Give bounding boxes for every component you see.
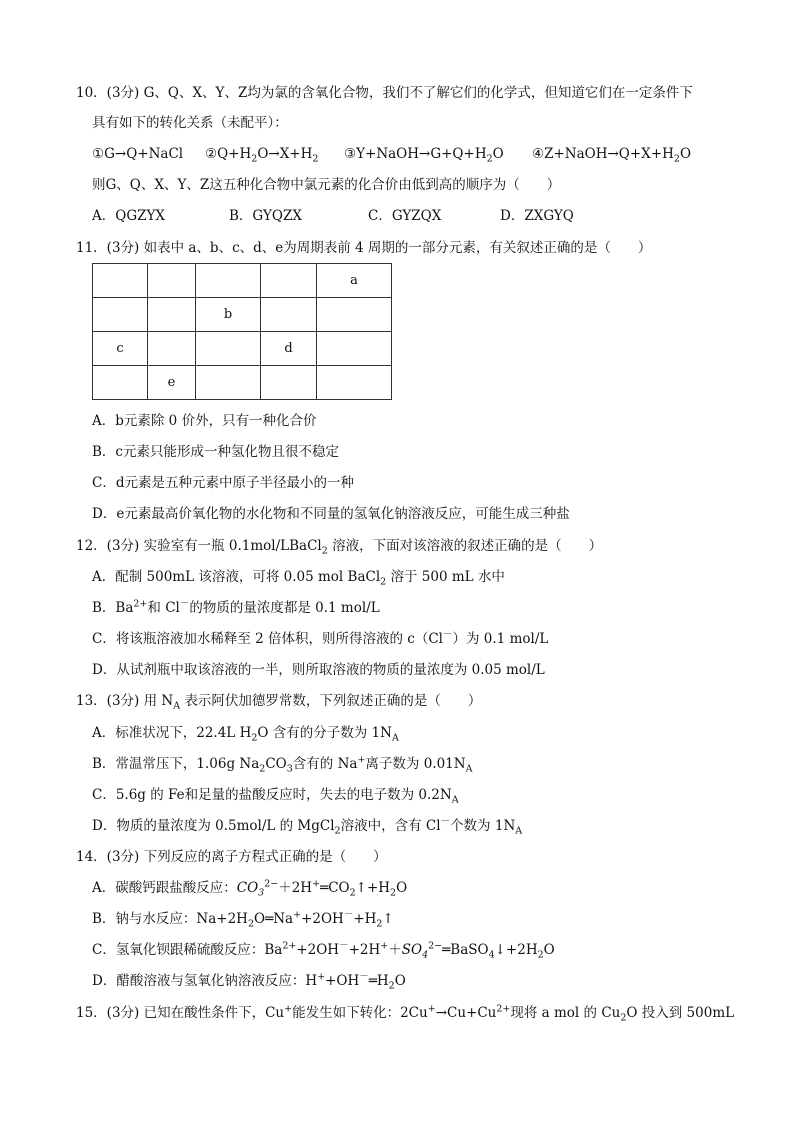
q10-stem-line1: 10．(3分) G、Q、X、Y、Z均为氯的含氧化合物，我们不了解它们的化学式，但知道它们在一定条件下 xyxy=(76,85,693,101)
table-cell xyxy=(261,366,317,400)
q12-option-c: C．将该瓶溶液加水稀释至 2 倍体积，则所得溶液的 c（Cl－）为 0.1 mol/L xyxy=(92,629,549,647)
q13-stem: 13．(3分) 用 $N_A$ 表示阿伏加德罗常数，下列叙述正确的是（ ） xyxy=(76,693,482,712)
q13-option-c: C．5.6g 的 Fe和足量的盐酸反应时，失去的电子数为 $0.2N_A$ xyxy=(92,787,459,806)
table-cell xyxy=(148,332,196,366)
q11-stem: 11．(3分) 如表中 a、b、c、d、e为周期表前 4 周期的一部分元素，有关叙述正确的是（ ） xyxy=(76,240,652,256)
table-cell xyxy=(93,264,148,298)
table-cell xyxy=(261,298,317,332)
q14-stem: 14．(3分) 下列反应的离子方程式正确的是（ ） xyxy=(76,849,387,865)
q11-option-a: A．b元素除 0 价外，只有一种化合价 xyxy=(92,413,317,429)
q13-option-b: B．常温常压下，1.06g $Na_2CO_3$含有的 Na+离子数为 $0.01N_A$ xyxy=(92,754,473,775)
table-row xyxy=(93,298,392,332)
table-row xyxy=(93,264,392,298)
table-cell xyxy=(317,366,392,400)
q10-option-c: C．GYZQX xyxy=(368,208,442,224)
q10-option-b: B．GYQZX xyxy=(229,208,302,224)
q12-option-d: D．从试剂瓶中取该溶液的一半，则所取溶液的物质的量浓度为 0.05 mol/L xyxy=(92,662,545,678)
table-cell-e: e xyxy=(148,366,196,400)
table-row xyxy=(93,332,392,366)
table-cell xyxy=(148,298,196,332)
q10-reaction-4: $④Z+NaOH\to Q+X+H_2O$ xyxy=(532,146,692,165)
table-cell xyxy=(261,264,317,298)
q12-stem: 12．(3分) 实验室有一瓶 0.1mol/LBaCl$_2$ 溶液，下面对该溶液的叙述正确的是（ ） xyxy=(76,538,603,557)
q15-stem: 15．(3分) 已知在酸性条件下，Cu+能发生如下转化：$2Cu^+\to Cu+Cu^{2+}$现将 a mol 的 $Cu_2O$ 投入到 500mL xyxy=(76,1003,735,1024)
q11-option-d: D．e元素最高价氧化物的水化物和不同量的氢氧化钠溶液反应，可能生成三种盐 xyxy=(92,506,570,522)
q11-option-c: C．d元素是五种元素中原子半径最小的一种 xyxy=(92,475,354,491)
table-cell-d: d xyxy=(261,332,317,366)
q10-reaction-1: ①G→Q+NaCl xyxy=(92,146,184,162)
table-cell-c: c xyxy=(93,332,148,366)
q10-reaction-2: $②Q+H_2O\to X+H_2$ xyxy=(205,146,319,165)
q13-option-d: D．物质的量浓度为 0.5mol/L 的 MgCl$_2$溶液中，含有 Cl－个数为 $1N_A$ xyxy=(92,816,523,837)
table-cell xyxy=(196,264,261,298)
table-cell xyxy=(196,366,261,400)
q10-option-a: A．QGZYX xyxy=(92,208,166,224)
table-cell xyxy=(317,332,392,366)
q14-option-c: C．氢氧化钡跟稀硫酸反应：$Ba^{2+}+2OH^-+2H^++SO_4^{2-}═BaSO_4↓+2H_2O$ xyxy=(92,940,555,961)
table-cell xyxy=(93,298,148,332)
q13-option-a: A．标准状况下，22.4L $H_2O$ 含有的分子数为 $1N_A$ xyxy=(92,725,399,744)
table-cell-b: b xyxy=(196,298,261,332)
table-cell-a: a xyxy=(317,264,392,298)
table-cell xyxy=(196,332,261,366)
table-cell xyxy=(148,264,196,298)
table-row xyxy=(93,366,392,400)
q12-option-b: B．$Ba^{2+}$和 Cl－的物质的量浓度都是 0.1 mol/L xyxy=(92,598,380,616)
q14-option-b: B．钠与水反应：$Na+2H_2O═Na^++2OH^-+H_2↑$ xyxy=(92,909,394,930)
q10-option-d: D．ZXGYQ xyxy=(500,208,574,224)
table-cell xyxy=(317,298,392,332)
q11-option-b: B．c元素只能形成一种氢化物且很不稳定 xyxy=(92,444,339,460)
periodic-table-fragment xyxy=(92,263,392,400)
q10-reaction-3: $③Y+NaOH\to G+Q+H_2O$ xyxy=(344,146,504,165)
q10-stem-line4: 则G、Q、X、Y、Z这五种化合物中氯元素的化合价由低到高的顺序为（ ） xyxy=(92,177,561,193)
q10-stem-line2: 具有如下的转化关系（未配平）： xyxy=(92,115,288,131)
q14-option-a: A．碳酸钙跟盐酸反应：$CO_3^{2-}+2H^+═CO_2↑+H_2O$ xyxy=(92,878,408,899)
q12-option-a: A．配制 500mL 该溶液，可将 0.05 mol BaCl$_2$ 溶于 500 mL 水中 xyxy=(92,569,505,588)
table-cell xyxy=(93,366,148,400)
q14-option-d: D．醋酸溶液与氢氧化钠溶液反应：$H^++OH^-═H_2O$ xyxy=(92,971,406,992)
